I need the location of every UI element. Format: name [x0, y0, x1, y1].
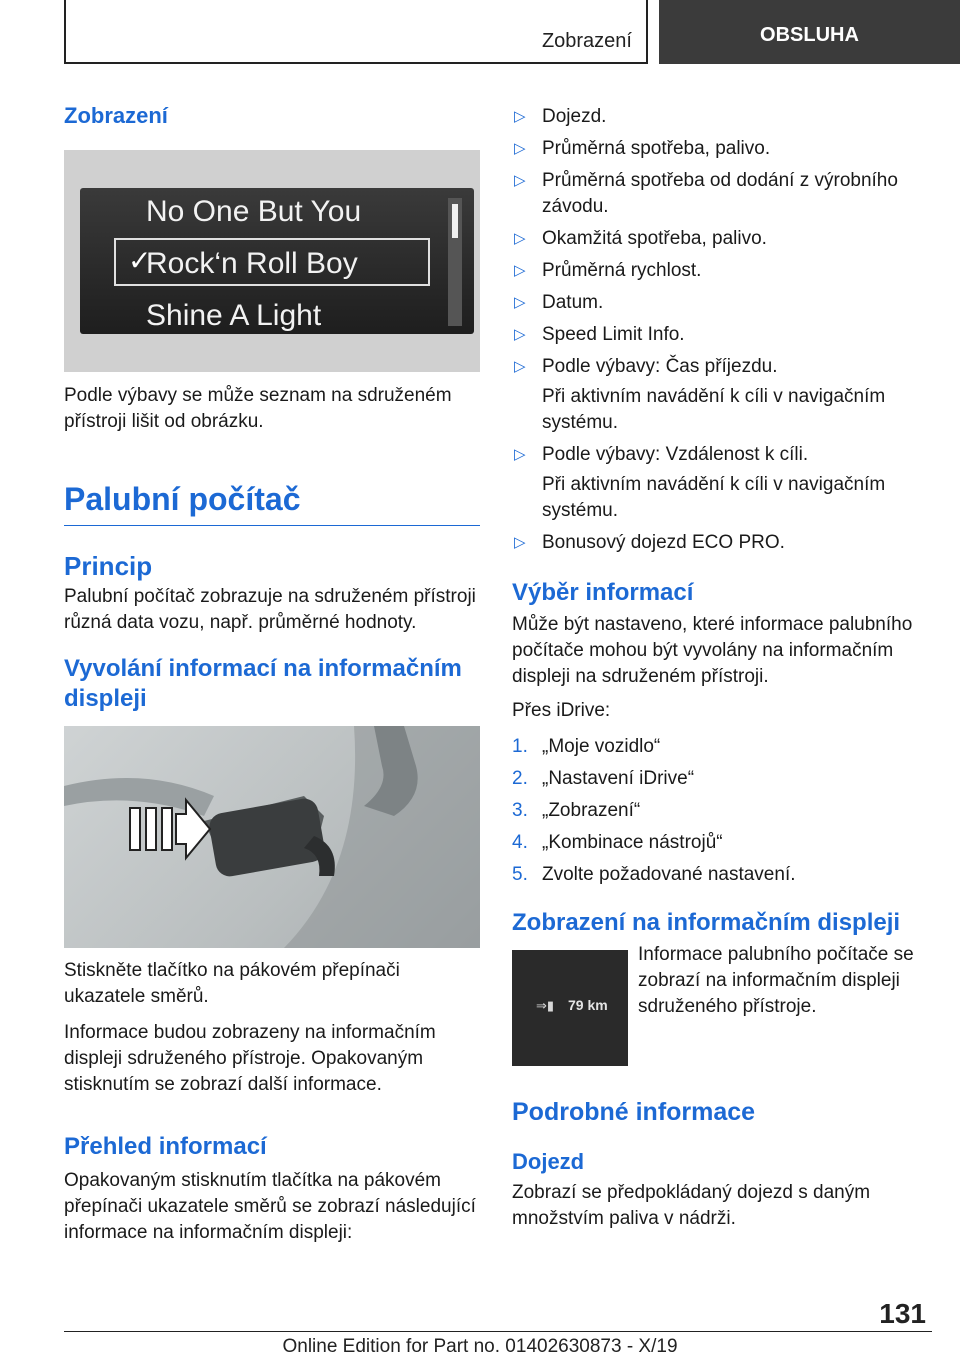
check-icon: ✓ [128, 245, 152, 276]
list-item: ▷ Speed Limit Info. [512, 322, 932, 348]
triangle-bullet-icon: ▷ [514, 294, 526, 311]
vyber-text: Může být nastaveno, které informace palubního počítače mohou být vyvolány na informačním displeji na sdruženém přístroji. [512, 614, 913, 687]
right-column [512, 100, 932, 1232]
list-item: ▷ Podle výbavy: Vzdálenost k cíli. Při aktivním navádění k cíli v navigačním systému. [512, 442, 932, 524]
footer-edition: Online Edition for Part no. 01402630873 - X/19 [282, 1336, 678, 1357]
steps-list [512, 734, 932, 888]
section-heading-palubni [64, 479, 480, 526]
triangle-bullet-icon: ▷ [514, 262, 526, 279]
footer-divider [64, 1331, 932, 1332]
display-item-selected: Rock‘n Roll Boy [146, 247, 358, 280]
zobrazeni-info-text: Informace palubního počítače se zobrazí na informačním displeji sdruženého přístroje. [638, 944, 914, 1017]
display-item: No One But You [146, 195, 362, 228]
header-frame [64, 0, 648, 64]
triangle-bullet-icon: ▷ [514, 326, 526, 343]
heading-vyber-informaci: Výběr informací [512, 579, 694, 606]
heading-zobrazeni: Zobrazení [64, 103, 168, 128]
step-item: 4. „Kombinace nástrojů“ [512, 832, 723, 853]
triangle-bullet-icon: ▷ [514, 108, 526, 125]
scrollbar-icon [448, 198, 462, 326]
display-item: Shine A Light [146, 299, 322, 332]
list-item: ▷ Průměrná rychlost. [512, 258, 932, 284]
list-item: ▷ Datum. [512, 290, 932, 316]
list-item-note: Při aktivním navádění k cíli v navigačním systému. [542, 474, 886, 521]
triangle-bullet-icon: ▷ [514, 172, 526, 189]
list-item: ▷ Okamžitá spotřeba, palivo. [512, 226, 932, 252]
triangle-bullet-icon: ▷ [514, 534, 526, 551]
left-column [64, 100, 480, 1246]
heading-princip: Princip [64, 551, 153, 581]
display-note: Podle výbavy se může seznam na sdruženém přístroji lišit od obrázku. [64, 385, 452, 432]
triangle-bullet-icon: ▷ [514, 230, 526, 247]
list-item-note: Při aktivním navádění k cíli v navigačním systému. [542, 386, 886, 433]
turn-signal-stalk-icon [64, 726, 480, 948]
heading-zobrazeni-na-displeji: Zobrazení na informačním displeji [512, 909, 901, 936]
list-item: ▷ Dojezd. [512, 104, 932, 130]
step-item: 1. „Moje vozidlo“ [512, 736, 661, 757]
prehled-text: Opakovaným stisknutím tlačítka na pákovém přepínači ukazatele směrů se zobrazí následující informace na informačním displeji: [64, 1170, 476, 1243]
dojezd-text: Zobrazí se předpokládaný dojezd s daným množstvím paliva v nádrži. [512, 1182, 871, 1229]
princip-text: Palubní počítač zobrazuje na sdruženém přístroji různá data vozu, např. průměrné hodnoty. [64, 586, 476, 633]
stalk-illustration [64, 726, 480, 948]
display-illustration [64, 150, 480, 372]
list-item: ▷ Bonusový dojezd ECO PRO. [512, 530, 932, 556]
range-display-block [512, 944, 932, 1068]
page-number: 131 [879, 1298, 926, 1329]
header-chapter-tab: OBSLUHA [659, 0, 960, 64]
pres-idrive: Přes iDrive: [512, 700, 611, 721]
step-item: 2. „Nastavení iDrive“ [512, 768, 695, 789]
list-item: ▷ Průměrná spotřeba od dodání z výrobního závodu. [514, 170, 898, 217]
heading-palubni-pocitac: Palubní počítač [64, 481, 301, 517]
step-item: 5. Zvolte požadované nastavení. [512, 864, 796, 885]
triangle-bullet-icon: ▷ [514, 358, 526, 375]
info-bullet-list [512, 104, 932, 556]
triangle-bullet-icon: ▷ [514, 140, 526, 157]
list-item: ▷ Podle výbavy: Čas příjezdu. Při aktivním navádění k cíli v navigačním systému. [512, 354, 932, 436]
range-value: 79 km [568, 997, 608, 1013]
display-screen [80, 188, 474, 334]
header-section-title: Zobrazení [541, 30, 632, 52]
triangle-bullet-icon: ▷ [514, 446, 526, 463]
step-item: 3. „Zobrazení“ [512, 800, 641, 821]
heading-dojezd: Dojezd [512, 1149, 585, 1174]
heading-podrobne-informace: Podrobné informace [512, 1098, 756, 1126]
list-item: ▷ Průměrná spotřeba, palivo. [512, 136, 932, 162]
informace-budou-text: Informace budou zobrazeny na informačním displeji sdruženého přístroje. Opakovaným stisknutím se zobrazí další informace. [64, 1022, 436, 1095]
range-display-image [512, 950, 628, 1066]
stisknete-text: Stiskněte tlačítko na pákovém přepínači ukazatele směrů. [64, 960, 400, 1007]
heading-vyvolani: Vyvolání informací na informačním displeji [64, 655, 462, 712]
heading-prehled: Přehled informací [64, 1133, 267, 1160]
fuel-range-icon: ⇒▮ [536, 998, 555, 1013]
